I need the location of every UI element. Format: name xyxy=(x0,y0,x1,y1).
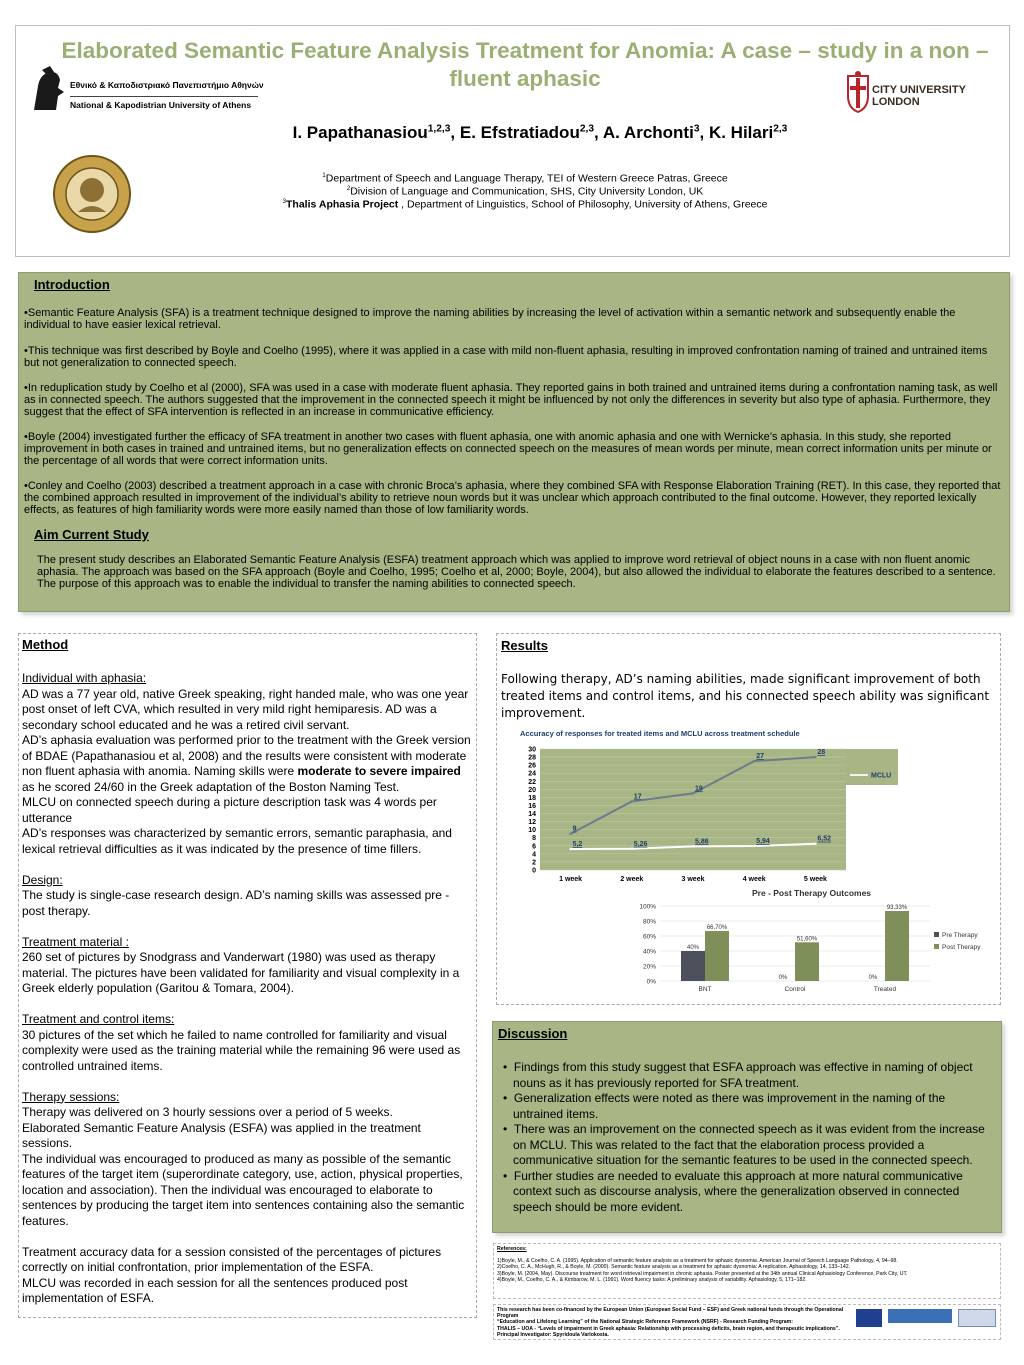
data-point xyxy=(631,848,633,850)
discussion-item: • Further studies are needed to evaluate this approach at more natural communicative context such as discourse analysis, where the generalization observed in connected speech should be more evident. xyxy=(503,1168,963,1214)
individual-p2 xyxy=(22,733,474,795)
affil-number: 1 xyxy=(322,172,326,179)
references-box xyxy=(493,1243,1001,1299)
intro-paragraph-3: •In reduplication study by Coelho et al (2000), SFA was used in a case with moderate fluent aphasia. They reported gains in both trained and untrained items during a confrontation naming task, as well as in connected speech. The authors suggested that the improvement in the connected speech it might be influenced by not only the differences in severity but also type of aphasia. Furthermore, they suggest that the effect of SFA intervention is reflected in an increase in communicative efficiency. xyxy=(24,382,998,419)
accuracy-p1: Treatment accuracy data for a session consisted of the percentages of pictures correctly on initial confrontation, prior implementation of the ESFA. xyxy=(22,1244,442,1274)
bar-post-therapy xyxy=(795,942,819,981)
y-tick-label: 60% xyxy=(642,933,656,941)
sessions-p3: The individual was encouraged to produced as many as possible of the semantic features of the target item (superordinate category, use, action, physical properties, location and association). Then the individual was encouraged to elaborate to sentences by producing the target item into sentences containing also the semantic features. xyxy=(22,1151,465,1228)
affiliation-3 xyxy=(160,195,890,212)
y-tick-label: 80% xyxy=(642,918,656,926)
bar-chart-svg xyxy=(630,900,990,1010)
y-tick-label: 26 xyxy=(528,762,536,770)
data-label: 93,33% xyxy=(886,905,908,912)
city-line1: CITY UNIVERSITY xyxy=(872,84,966,96)
city-university-name xyxy=(872,84,966,108)
design-heading: Design: xyxy=(22,872,63,887)
individual-p2-bold: moderate to severe impaired xyxy=(297,764,461,778)
tei-seal xyxy=(52,154,132,239)
method-body xyxy=(22,671,474,1307)
x-tick-label: 5 week xyxy=(803,876,827,883)
data-point xyxy=(814,843,816,845)
y-tick-label: 2 xyxy=(532,859,536,867)
sessions-heading: Therapy sessions: xyxy=(22,1089,120,1104)
affil-text: Division of Language and Communication, SHS, City University London, UK xyxy=(350,185,704,198)
individual-heading: Individual with aphasia: xyxy=(22,671,147,685)
data-label: 17 xyxy=(633,793,642,801)
reference-item: 1)Boyle, M., & Coelho, C. A. (1995). Application of semantic feature analysis as a treatment for aphasic dysnomia. American Journal of Speech Language Pathology, 4, 94–98. xyxy=(497,1258,898,1265)
y-tick-label: 10 xyxy=(528,827,536,835)
intro-paragraph-2: •This technique was first described by Boyle and Coelho (1995), where it was applied in a case with mild non-fluent aphasia, resulting in improved confrontation naming of trained and untrained items but not generalization to connected speech. xyxy=(24,345,988,370)
author-affil: 1,2,3 xyxy=(427,123,451,135)
funding-line: THALIS – UOA - “Levels of impairment in Greek aphasia: Relationship with processing deficits, brain region, and therapeutic implications”. xyxy=(497,1325,840,1332)
material-text: 260 set of pictures by Snodgrass and Vanderwart (1980) was used as therapy material. The pictures have been validated for familiarity and visual complexity in a Greek elderly population (Garitou & Tomara, 2004). xyxy=(22,950,460,995)
author-affil: 2,3 xyxy=(579,123,594,135)
author-name: A. Archonti xyxy=(602,123,694,142)
legend-swatch xyxy=(934,932,939,937)
data-label: 66,70% xyxy=(706,924,728,931)
legend-label: MCLU xyxy=(871,772,892,780)
data-label: 0% xyxy=(868,975,878,981)
y-tick-label: 4 xyxy=(532,851,536,859)
line-chart-svg xyxy=(510,741,930,901)
x-tick-label: 3 week xyxy=(681,876,705,883)
y-tick-label: 20% xyxy=(642,963,656,971)
data-label: 19 xyxy=(695,785,703,793)
y-tick-label: 0% xyxy=(646,978,656,986)
y-tick-label: 28 xyxy=(528,754,536,762)
funding-line: Principal Investigator: Spyridoula Varlokosta. xyxy=(497,1331,609,1338)
nkua-name-english: National & Kapodistrian University of Athens xyxy=(70,100,252,110)
data-point xyxy=(692,792,694,794)
poster-title: Elaborated Semantic Feature Analysis Treatment for Anomia: A case – study in a non – fluent aphasic xyxy=(61,38,989,91)
bar-pre-therapy xyxy=(681,951,705,981)
individual-p2-a: AD’s aphasia evaluation was performed prior to the treatment with the Greek version of BDAE (Papathanasiou et al, 2008) and the results were consistent with moderate non fluent aphasia with anomia. Naming skills were xyxy=(22,733,471,778)
individual-p1: AD was a 77 year old, native Greek speaking, right handed male, who was one year post onset of left CVA, which resulted in very mild right hemiparesis. AD was a secondary school educated and he was a retired civil servant. xyxy=(22,686,469,732)
y-tick-label: 6 xyxy=(532,843,536,851)
data-label: 0% xyxy=(778,975,788,981)
affil-number: 2 xyxy=(346,185,351,192)
author-name: K. Hilari xyxy=(708,123,774,142)
data-label: 9 xyxy=(572,825,577,833)
reference-item: 2)Coelho, C. A., McHugh, R., & Boyle, M. (2000). Semantic feature analysis as a treatment for aphasic dysnomia: A replication. Aphasiology, 14, 133–142. xyxy=(497,1264,851,1271)
discussion-item: • There was an improvement on the connected speech as it was evident from the increase on MCLU. This was related to the fact that the elaboration process provided a communicative situation for the semantic features to be used in the connected speech. xyxy=(503,1122,985,1167)
items-heading: Treatment and control items: xyxy=(22,1012,175,1026)
data-label: 40% xyxy=(686,945,700,951)
data-label: 5,86 xyxy=(695,838,709,846)
discussion-item-text: Findings from this study suggest that ESFA approach was effective in naming of object nouns as it has previously reported for SFA treatment. xyxy=(513,1060,973,1090)
data-label: 51,60% xyxy=(796,936,818,943)
discussion-title: Discussion xyxy=(498,1026,568,1041)
x-tick-label: Control xyxy=(784,986,806,993)
nkua-divider xyxy=(70,96,258,97)
athena-icon xyxy=(28,66,68,116)
data-point xyxy=(753,845,755,847)
y-tick-label: 18 xyxy=(528,794,536,802)
data-label: 27 xyxy=(756,753,764,761)
city-line2: LONDON xyxy=(872,96,920,108)
bar-post-therapy xyxy=(885,911,909,981)
reference-item: 3)Boyle, M. (2004, May). Discourse treatment for word retrieval impairment in chronic aphasia. Poster presented at the 34th annual Clinical Aphasiology Conference, Park City, UT. xyxy=(497,1270,908,1277)
results-text: Following therapy, AD’s naming abilities, made significant improvement of both treated items and control items, and his connected speech ability was significant improvement. xyxy=(501,672,990,720)
sessions-p1: Therapy was delivered on 3 hourly sessions over a period of 5 weeks. xyxy=(22,1105,393,1119)
data-label: 28 xyxy=(817,749,826,757)
individual-p4: AD’s responses was characterized by semantic errors, semantic paraphasia, and lexical retrieval difficulties as it was indicated by the presence of time fillers. xyxy=(22,826,452,856)
legend-label: Post Therapy xyxy=(942,944,981,951)
line-chart-title: Accuracy of responses for treated items and MCLU across treatment schedule xyxy=(520,729,800,738)
x-tick-label: BNT xyxy=(698,986,712,993)
method-title: Method xyxy=(22,637,69,652)
legend-box xyxy=(846,749,898,785)
individual-p2-b: as he scored 24/60 in the Greek adaptation of the Boston Naming Test. xyxy=(22,779,400,794)
data-point xyxy=(814,756,816,758)
intro-paragraph-4: •Boyle (2004) investigated further the efficacy of SFA treatment in another two cases with fluent aphasia, one with anomic aphasia and one with Wernicke’s aphasia. In this study, she reported improvement in both cases in trained and untrained items, but no generalization effects on connected speech on the measures of mean words per minute, mean correct information units per minute or the percentage of all words that were correct information units. xyxy=(24,431,992,468)
discussion-list xyxy=(497,1060,997,1215)
nkua-name-greek: Εθνικό & Καποδιστριακό Πανεπιστήμιο Αθηνών xyxy=(70,80,264,90)
legend-swatch xyxy=(934,944,939,949)
design-text: The study is single-case research design. AD’s naming skills was assessed pre - post therapy. xyxy=(22,888,450,918)
authors-line: I. Papathanasiou$^{1,2,3}$, E. Efstratiadou$^{2,3}$, A. Archonti$^3$, K. Hilari$^{2,3}$ xyxy=(292,123,788,142)
sessions-p2: Elaborated Semantic Feature Analysis (ESFA) was applied in the treatment sessions. xyxy=(22,1120,421,1150)
y-tick-label: 40% xyxy=(642,948,656,956)
discussion-item-text: Generalization effects were noted as there was improvement in the naming of the untrained items. xyxy=(513,1091,946,1121)
x-tick-label: 1 week xyxy=(559,876,583,883)
data-label: 5,26 xyxy=(633,840,648,848)
bar-post-therapy xyxy=(705,931,729,981)
x-tick-label: 4 week xyxy=(742,876,766,883)
reference-item: 4)Boyle, M., Coelho, C. A., & Kimbarow, M. L. (1991). Word fluency tasks: A preliminary analysis of variability. Aphasiology, 5, 171–182. xyxy=(497,1276,807,1283)
aim-text: The present study describes an Elaborated Semantic Feature Analysis (ESFA) treatment approach which was applied to improve word retrieval of object nouns in a case with non fluent anomic aphasia. The approach was based on the SFA approach (Boyle and Coelho, 1995; Coelho et al, 2000; Boyle, 2004), but also allowed the individual to elaborate the features described to a sentence. The purpose of this approach was to enable the individual to transfer the naming abilities to connected speech. xyxy=(37,554,996,591)
data-point xyxy=(631,800,633,802)
nsrf-logo-icon xyxy=(958,1309,996,1327)
y-tick-label: 100% xyxy=(639,903,656,911)
discussion-item-text: There was an improvement on the connected speech as it was evident from the increase on MCLU. This was related to the fact that the elaboration process provided a communicative situation for the semantic features to be used in the connected speech. xyxy=(513,1122,985,1167)
accuracy-p2: MLCU was recorded in each session for all the sentences produced post implementation of ESFA. xyxy=(22,1275,408,1305)
lifelong-learning-logo-icon xyxy=(888,1309,952,1323)
affil-project: Thalis Aphasia Project xyxy=(286,198,399,211)
y-tick-label: 16 xyxy=(528,802,536,810)
data-point xyxy=(692,845,694,847)
affil-text: , Department of Linguistics, School of Philosophy, University of Athens, Greece xyxy=(398,198,768,211)
affil-text: Department of Speech and Language Therapy, TEI of Western Greece Patras, Greece xyxy=(325,172,728,185)
city-university-logo xyxy=(845,70,871,119)
affil-number: 3 xyxy=(282,198,287,205)
data-point xyxy=(753,760,755,762)
y-tick-label: 20 xyxy=(528,786,536,794)
intro-paragraph-5: •Conley and Coelho (2003) described a treatment approach in a case with chronic Broca’s aphasia, where they combined SFA with Response Elaboration Training (RET). In this case, they reported that the combined approach resulted in improvement of the individual’s ability to retrieve noun words but it was unclear which approach contributed to the final outcome. However, they reported lexically effects, as features of high familiarity words were more easily named than those of low familiarity words. xyxy=(24,480,1001,517)
data-label: 5,94 xyxy=(756,838,770,846)
x-tick-label: 2 week xyxy=(620,876,644,883)
y-tick-label: 14 xyxy=(528,811,536,819)
material-heading: Treatment material : xyxy=(22,934,129,949)
funding-line: “Education and Lifelong Learning” of the National Strategic Reference Framework (NSRF) - Research Funding Program: xyxy=(497,1319,794,1326)
author-name: I. Papathanasiou xyxy=(292,123,428,142)
tei-seal-icon xyxy=(52,154,132,234)
author-affil: 3 xyxy=(693,123,700,135)
y-tick-label: 12 xyxy=(528,819,536,827)
introduction-title: Introduction xyxy=(34,277,110,292)
y-tick-label: 22 xyxy=(528,778,536,786)
items-text: 30 pictures of the set which he failed to name controlled for familiarity and visual complexity were used as the training material while the remaining 96 were used as controlled untrained items. xyxy=(22,1027,461,1073)
data-label: 6,52 xyxy=(817,835,832,843)
data-point xyxy=(569,848,571,850)
results-title: Results xyxy=(501,638,548,653)
references-title: References: xyxy=(497,1246,527,1252)
aim-title: Aim Current Study xyxy=(34,527,149,542)
individual-p3: MLCU on connected speech during a picture description task was 4 words per utterance xyxy=(22,795,437,825)
bar-chart-title: Pre - Post Therapy Outcomes xyxy=(752,888,872,898)
data-point xyxy=(569,833,571,835)
funding-box xyxy=(493,1304,1001,1340)
x-tick-label: Treated xyxy=(873,986,897,993)
author-name: E. Efstratiadou xyxy=(459,123,580,142)
city-crest-icon xyxy=(845,70,871,114)
eu-flag-icon xyxy=(856,1309,882,1327)
y-tick-label: 8 xyxy=(532,835,536,843)
funding-line: This research has been co-financed by the European Union (European Social Fund – ESF) and Greek national funds through the Operational Program xyxy=(497,1307,844,1320)
data-label: 5,2 xyxy=(572,841,583,849)
plot-area xyxy=(540,749,846,870)
author-affil: 2,3 xyxy=(773,123,788,135)
intro-paragraph-1: •Semantic Feature Analysis (SFA) is a treatment technique designed to improve the naming abilities by increasing the level of activation within a semantic network and subsequently enable the individual to have easier lexical retrieval. xyxy=(24,307,956,332)
discussion-item: • Generalization effects were noted as there was improvement in the naming of the untrained items. xyxy=(503,1091,946,1121)
funding-text xyxy=(497,1307,852,1338)
y-tick-label: 0 xyxy=(532,867,536,875)
y-tick-label: 24 xyxy=(528,770,536,778)
legend-label: Pre Therapy xyxy=(942,932,978,939)
y-tick-label: 30 xyxy=(528,746,536,754)
discussion-item-text: Further studies are needed to evaluate this approach at more natural communicative context such as discourse analysis, where the generalization observed in connected speech should be more evident. xyxy=(513,1168,963,1214)
discussion-item: • Findings from this study suggest that ESFA approach was effective in naming of object nouns as it has previously reported for SFA treatment. xyxy=(503,1060,973,1090)
